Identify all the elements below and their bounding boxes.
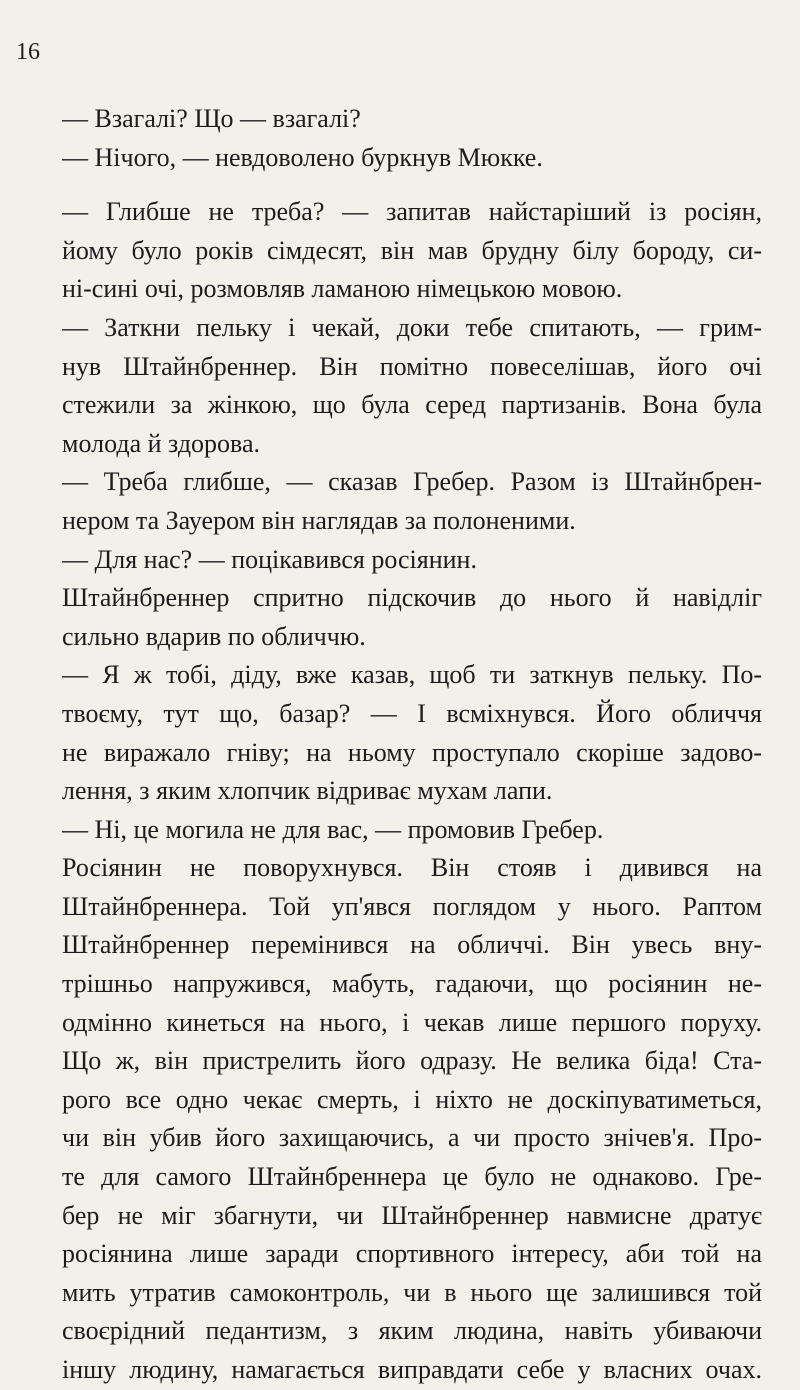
text-line: твоєму, тут що, базар? — І всміхнувся. Його обличчя xyxy=(62,698,762,728)
text-line: Що ж, він пристрелить його одразу. Не велика біда! Ста- xyxy=(62,1046,762,1076)
text-line: Штайнбреннер спритно підскочив до нього й навідліг xyxy=(62,583,762,613)
text-line: чи він убив його захищаючись, а чи просто знічев'я. Про- xyxy=(62,1123,762,1153)
text-line: йому було років сімдесят, він мав брудну білу бороду, си- xyxy=(62,235,762,265)
text-line: Штайнбреннер перемінився на обличчі. Він увесь вну- xyxy=(62,930,762,960)
text-line: стежили за жінкою, що була серед партизанів. Вона була xyxy=(62,390,762,420)
text-line: сильно вдарив по обличчю. xyxy=(62,621,366,651)
text-line: — Для нас? — поцікавився росіянин. xyxy=(62,544,477,574)
text-line: — Заткни пельку і чекай, доки тебе спитають, — грим- xyxy=(62,312,762,342)
text-line: мить утратив самоконтроль, чи в нього ще залишився той xyxy=(62,1277,762,1307)
text-line: росіянина лише заради спортивного інтересу, аби той на xyxy=(62,1239,762,1269)
text-line: Штайнбреннера. Той уп'явся поглядом у нього. Раптом xyxy=(62,891,762,921)
text-line: іншу людину, намагається виправдати себе у власних очах. xyxy=(62,1355,762,1384)
text-line: молода й здорова. xyxy=(62,428,261,458)
text-line: — Я ж тобі, діду, вже казав, щоб ти заткнув пельку. По- xyxy=(62,660,762,690)
text-line: Росіянин не поворухнувся. Він стояв і дивився на xyxy=(62,853,762,883)
text-line: — Глибше не треба? — запитав найстаріший із росіян, xyxy=(62,197,762,227)
text-line: — Взагалі? Що — взагалі? xyxy=(62,104,361,133)
text-line: — Ні, це могила не для вас, — промовив Гребер. xyxy=(62,814,604,844)
text-line: трішньо напружився, мабуть, гадаючи, що росіянин не- xyxy=(62,969,762,999)
paragraph-gap xyxy=(62,177,762,193)
text-line: лення, з яким хлопчик відриває мухам лапи. xyxy=(62,776,553,806)
body-text xyxy=(62,100,762,1390)
text-line: одмінно кинеться на нього, і чекав лише першого поруху. xyxy=(62,1007,762,1037)
text-line: те для самого Штайнбреннера це було не однаково. Гре- xyxy=(62,1162,762,1192)
text-line: нув Штайнбреннер. Він помітно повеселішав, його очі xyxy=(62,351,762,381)
text-line: — Треба глибше, — сказав Гребер. Разом із Штайнбрен- xyxy=(62,467,762,497)
page-number: 16 xyxy=(16,39,40,65)
text-line: ні-сині очі, розмовляв ламаною німецькою мовою. xyxy=(62,274,623,304)
text-line: рого все одно чекає смерть, і ніхто не доскіпуватиметься, xyxy=(62,1084,762,1114)
text-line: нером та Зауером він наглядав за полоненими. xyxy=(62,505,576,535)
text-line: — Нічого, — невдоволено буркнув Мюкке. xyxy=(62,142,543,172)
text-line: своєрідний педантизм, з яким людина, навіть убиваючи xyxy=(62,1316,762,1346)
text-line: бер не міг збагнути, чи Штайнбреннер навмисне дратує xyxy=(62,1200,762,1230)
text-line: не виражало гніву; на ньому проступало скоріше задово- xyxy=(62,737,762,767)
